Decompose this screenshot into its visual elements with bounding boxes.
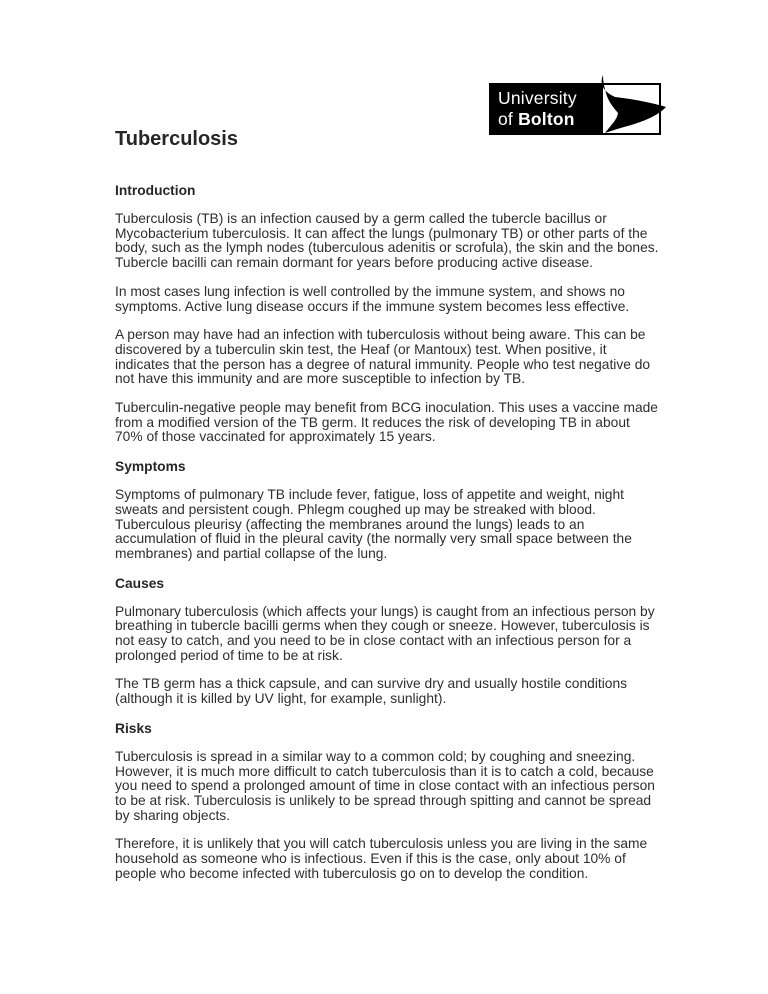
logo-text-university: University	[498, 88, 577, 108]
paragraph: Pulmonary tuberculosis (which affects your lungs) is caught from an infectious person by breathing in tubercle bacilli germs when they cough or sneeze. However, tuberculosis is not easy to catch, and you need to be in close contact with an infectious person for a prolonged period of time to be at risk.	[115, 603, 655, 663]
paragraph: The TB germ has a thick capsule, and can survive dry and usually hostile conditions (although it is killed by UV light, for example, sunlight).	[115, 676, 628, 707]
section-risks	[115, 721, 660, 882]
paragraph: Tuberculosis (TB) is an infection caused by a germ called the tubercle bacillus or Mycobacterium tuberculosis. It can affect the lungs (pulmonary TB) or other parts of the body, such as the lymph nodes (tuberculous adenitis or scrofula), the skin and the bones. Tubercle bacilli can remain dormant for years before producing active disease.	[115, 211, 659, 271]
section-symptoms	[115, 459, 660, 562]
section-introduction	[115, 183, 660, 445]
paragraph: Therefore, it is unlikely that you will catch tuberculosis unless you are living in the same household as someone who is infectious. Even if this is the case, only about 10% of people who become infected with tuberculosis go on to develop the condition.	[115, 836, 648, 881]
paragraph: In most cases lung infection is well controlled by the immune system, and shows no symptoms. Active lung disease occurs if the immune system becomes less effective.	[115, 283, 630, 314]
swoosh-icon	[593, 75, 671, 137]
page-title: Tuberculosis	[115, 128, 238, 150]
section-heading-symptoms: Symptoms	[115, 459, 186, 475]
logo-text-block	[491, 85, 603, 133]
section-heading-risks: Risks	[115, 720, 152, 736]
logo-text-of-bolton	[498, 109, 603, 130]
logo-text-of: of	[498, 109, 513, 129]
section-heading-introduction: Introduction	[115, 183, 196, 198]
section-heading-causes: Causes	[115, 575, 165, 591]
paragraph: A person may have had an infection with tuberculosis without being aware. This can be discovered by a tuberculin skin test, the Heaf (or Mantoux) test. When positive, it indicates that the person has a degree of natural immunity. People who test negative do not have this immunity and are more susceptible to infection by TB.	[115, 327, 651, 387]
university-of-bolton-logo	[489, 83, 661, 135]
paragraph: Symptoms of pulmonary TB include fever, fatigue, loss of appetite and weight, night sweats and persistent cough. Phlegm coughed up may be streaked with blood. Tuberculous pleurisy (affecting the membranes around the lungs) leads to an accumulation of fluid in the pleural cavity (the normally very small space between the membranes) and partial collapse of the lung.	[115, 487, 632, 561]
logo-swoosh-panel	[603, 85, 659, 133]
paragraph: Tuberculosis is spread in a similar way to a common cold; by coughing and sneezing. However, it is much more difficult to catch tuberculosis than it is to catch a cold, because you need to spend a prolonged amount of time in close contact with an infectious person to be at risk. Tuberculosis is unlikely to be spread through spitting and cannot be spread by sharing objects.	[115, 748, 655, 823]
paragraph: Tuberculin-negative people may benefit from BCG inoculation. This uses a vaccine made from a modified version of the TB germ. It reduces the risk of developing TB in about 70% of those vaccinated for approximately 15 years.	[115, 400, 658, 445]
section-causes	[115, 576, 660, 707]
logo-text-bolton: Bolton	[518, 109, 575, 129]
